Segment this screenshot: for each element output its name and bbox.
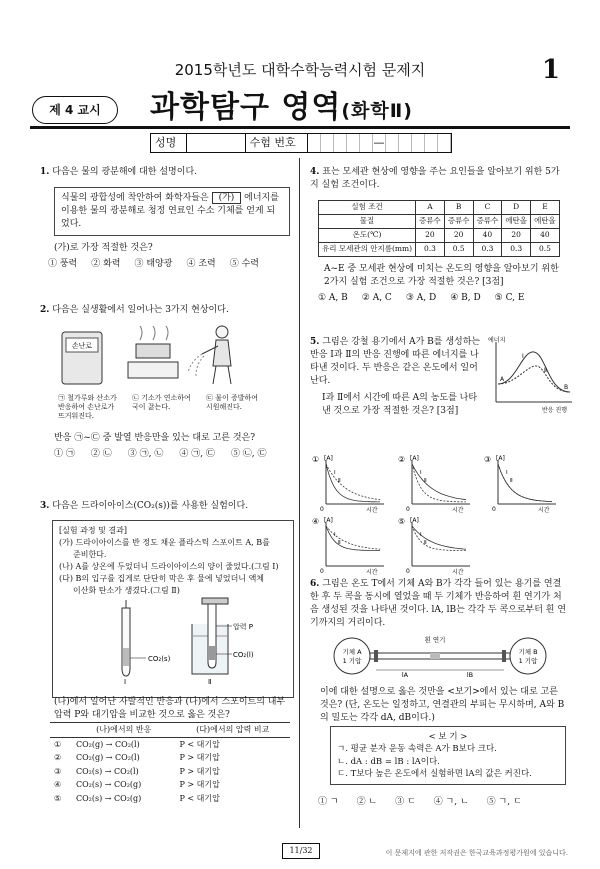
q4-question: A~E 중 모세관 현상에 미치는 온도의 영향을 알아보기 위한 2가지 실험 조건으로 가장 적절한 것은? [3점] (324, 263, 559, 287)
exam-no-cell[interactable] (386, 134, 399, 152)
table-row[interactable]: ④ CO₂(s) → CO₂(g) P > 대기압 (54, 780, 220, 790)
q2-captions (58, 394, 258, 420)
exam-no-cell[interactable] (308, 134, 321, 152)
q2-option[interactable]: ③ ㉠, ㉡ (127, 449, 164, 460)
stopcock-a (374, 650, 378, 662)
q5-curve-label: Ⅱ (338, 540, 341, 546)
subject-title (150, 86, 413, 130)
gas-a-pressure: 1 기압 (342, 657, 362, 665)
q4-number: 4. (310, 167, 320, 177)
white-smoke (430, 653, 440, 659)
q5-curve-ii (412, 526, 466, 551)
curve-i-label: Ⅰ (522, 353, 524, 360)
q1-options (48, 258, 290, 271)
q2-figures (58, 324, 238, 390)
q1-question: (가)로 가장 적절한 것은? (54, 243, 153, 254)
q6-stem: 그림은 온도 T에서 기체 A와 B가 각각 들어 있는 용기를 연결한 후 두 콕을 동시에 열었을 때 두 기체가 반응하여 흰 연기가 처음 생성된 것을 나타낸 것이다. lA, lB는 각각 두 콕으로부터 흰 연기까지의 거리이다. (310, 579, 567, 629)
subject-main: 과학탐구 영역 (150, 90, 342, 125)
footer-total: 32 (302, 846, 313, 855)
q6-bogi-item: ㄷ. T보다 높은 온도에서 실험하면 lA의 값은 커진다. (337, 768, 532, 779)
stove-pot-illustration (128, 326, 178, 378)
q3-number: 3. (40, 501, 50, 511)
q5-option-mark: ② (398, 455, 406, 464)
q4-option[interactable]: ② A, C (361, 292, 392, 303)
q1-box (54, 187, 290, 236)
q2-caption-b: ㉡ 기소가 연소하여 국이 끓는다. (131, 394, 191, 411)
exam-title: 2015학년도 대학수학능력시험 문제지 (174, 61, 426, 79)
pressure-label: 압력 P (233, 623, 253, 631)
table-row: 온도(℃) 20 20 40 20 40 (319, 228, 560, 242)
q5-option-mark: ① (312, 455, 320, 464)
q3-step: (나) A를 상온에 두었더니 드라이아이스의 양이 줄었다.(그림 Ⅰ) (59, 562, 279, 571)
q6-option[interactable]: ② ㄴ (356, 797, 378, 807)
gas-a-label: 기체 A (342, 648, 362, 656)
q3-step: 이산화 탄소가 생겼다.(그림 Ⅱ) (73, 586, 180, 595)
fig2-label: Ⅱ (208, 678, 212, 686)
q2-option[interactable]: ② ㉡ (90, 449, 112, 460)
q5-time-label: 시간 (452, 507, 464, 514)
q3-col1: (나)에서의 반응 (96, 725, 152, 734)
q5-curve-label: Ⅱ (510, 478, 513, 484)
q6-question: 이에 대한 설명으로 옳은 것만을 <보기>에서 있는 대로 고른 것은? (단, 온도는 일정하고, 연결관의 부피는 무시하며, A와 B의 밀도는 각각 dA, dB이다.) (320, 687, 565, 724)
q5-curve-label: Ⅱ (424, 478, 427, 484)
flask-b (510, 638, 546, 674)
la-label: lA (401, 671, 409, 678)
smoke-label: 흰 연기 (424, 636, 446, 644)
q5-question: Ⅰ과 Ⅱ에서 시간에 따른 A의 농도를 나타낸 것으로 가장 적절한 것은? [3점] (322, 393, 478, 417)
exam-no-cell[interactable] (425, 134, 438, 152)
q5-conc-label: [A] (496, 455, 505, 462)
exam-no-cell[interactable] (438, 134, 451, 152)
q5-option-mark: ③ (484, 455, 492, 464)
exam-no-cell[interactable] (321, 134, 334, 152)
exam-no-cell[interactable] (334, 134, 347, 152)
q6-option[interactable]: ③ ㄷ (395, 797, 416, 807)
q5-option-mark: ④ (312, 517, 320, 526)
q4-option[interactable]: ④ B, D (450, 292, 481, 303)
energy-axis-label: 에너지 (488, 337, 506, 344)
gas-b-label: 기체 B (518, 648, 538, 656)
table-row[interactable]: ⑤ CO₂(s) → CO₂(g) P < 대기압 (54, 793, 220, 803)
footer-page: 11 (289, 846, 300, 855)
table-row[interactable]: ② CO₂(g) → CO₂(l) P > 대기압 (54, 753, 220, 763)
q4-options (318, 292, 565, 305)
table-row: 물질 증류수 증류수 증류수 에탄올 에탄올 (319, 214, 560, 228)
q5-zero: 0 (320, 506, 324, 513)
header-rule (30, 126, 570, 129)
q1-option[interactable]: ② 화력 (91, 259, 121, 270)
q3-question: (나)에서 일어난 자발적인 반응과 (다)에서 스포이트의 내부 압력 P와 대기압을 비교한 것으로 옳은 것은? (54, 697, 286, 721)
q5-curve-label: Ⅰ (420, 532, 422, 538)
q6-bogi-title: < 보 기 > (428, 732, 468, 742)
q1-stem: 다음은 물의 광분해에 대한 설명이다. (52, 167, 197, 177)
q3-answer-table (50, 722, 290, 806)
q5-curve-i (326, 526, 380, 551)
hand-warmer-label: 손난로 (71, 342, 93, 350)
q4-option[interactable]: ⑤ C, E (494, 292, 525, 303)
curve-ii-label: Ⅱ (544, 367, 547, 374)
q1-number: 1. (40, 167, 50, 177)
beaker-with-dropper-b (192, 598, 228, 674)
q1-box-before: 식물의 광합성에 착안하여 화학자들은 (61, 193, 209, 204)
q5-stem: 그림은 강철 용기에서 A가 B를 생성하는 반응 Ⅰ과 Ⅱ의 반응 진행에 따른 에너지를 나타낸 것이다. 두 반응은 같은 온도에서 일어난다. (310, 337, 481, 387)
name-field[interactable] (187, 134, 245, 152)
dropper-a (122, 600, 130, 676)
q1-option[interactable]: ④ 조력 (186, 259, 216, 270)
q2-question: 반응 ㉠~㉢ 중 발열 반응만을 있는 대로 고른 것은? (54, 433, 256, 443)
progress-axis-label: 반응 진행 (542, 407, 568, 414)
q5-conc-label: [A] (324, 455, 333, 462)
q5-number: 5. (310, 337, 320, 347)
q1-option[interactable]: ⑤ 수력 (229, 259, 259, 270)
q6-option[interactable]: ⑤ ㄱ, ㄷ (486, 797, 522, 807)
q3-col2: (다)에서의 압력 비교 (196, 725, 270, 734)
q5-conc-label: [A] (324, 517, 333, 524)
exam-no-cell[interactable] (347, 134, 360, 152)
q5-curve-label: Ⅰ (506, 470, 508, 476)
hand-warmer-illustration (62, 332, 102, 384)
session-badge: 제 4 교시 (32, 96, 118, 124)
q1-option[interactable]: ① 풍력 (48, 259, 78, 270)
q1-blank: (가) (212, 192, 242, 204)
question-6 (310, 578, 568, 630)
exam-no-cell[interactable] (399, 134, 412, 152)
q5-curve-label: Ⅰ (420, 470, 422, 476)
q5-zero: 0 (406, 568, 410, 575)
q3-step: 준비한다. (73, 550, 107, 559)
exam-no-dash: — (373, 134, 386, 152)
q5-zero: 0 (492, 506, 496, 513)
q4-option[interactable]: ③ A, D (405, 292, 437, 303)
q6-options (318, 796, 522, 809)
curve-i (498, 352, 570, 392)
q5-energy-diagram (486, 336, 576, 416)
page-number: 1 (541, 55, 560, 85)
q6-bogi-item: ㄴ. dA : dB = lB : lA이다. (337, 756, 440, 767)
q6-bogi-item: ㄱ. 평균 분자 운동 속력은 A가 B보다 크다. (337, 744, 497, 755)
q2-caption-a: ㉠ 철가루와 산소가 반응하여 손난로가 뜨거워진다. (58, 394, 117, 420)
q4-stem: 표는 모세관 현상에 영향을 주는 요인들을 알아보기 위한 5가지 실험 조건이다. (310, 167, 560, 191)
q2-caption-c: ㉢ 물이 증발하여 시원해진다. (205, 394, 258, 411)
q3-box-title: [실험 과정 및 결과] (59, 526, 127, 535)
q6-option[interactable]: ① ㄱ (318, 797, 339, 807)
species-a: A (500, 376, 505, 383)
q6-number: 6. (310, 579, 320, 589)
lb-label: lB (466, 671, 474, 678)
q5-curve-label: Ⅱ (424, 540, 427, 546)
q2-option[interactable]: ④ ㉠, ㉢ (179, 449, 215, 460)
q5-option-graphs (312, 452, 570, 576)
q4-condition-table: 실험 조건 A B C D E 물질 증류수 증류수 증류수 에탄올 에탄올 온도(℃) 20 20 40 20 40 유리 모세관의 안지름(mm) 0.3 0.5 0.3 0.3 0.5 (318, 200, 560, 257)
q2-question-block (54, 432, 294, 461)
q5-curve-label: Ⅰ (334, 470, 336, 476)
exam-no-cell[interactable] (360, 134, 373, 152)
table-row: 유리 모세관의 안지름(mm) 0.3 0.5 0.3 0.3 0.5 (319, 242, 560, 256)
exam-no-label: 수험 번호 (246, 134, 308, 152)
q3-step: (다) B의 입구를 집게로 단단히 막은 후 물에 넣었더니 액체 (59, 574, 265, 583)
q5-curve-label: Ⅰ (334, 532, 336, 538)
name-label: 성명 (151, 134, 187, 152)
column-divider (299, 158, 300, 828)
q5-option-mark: ⑤ (398, 517, 406, 526)
gas-b-pressure: 1 기압 (518, 657, 538, 665)
fig1-label: Ⅰ (124, 678, 127, 686)
q2-options (54, 448, 294, 461)
q5-time-label: 시간 (452, 569, 464, 576)
exam-no-cell[interactable] (412, 134, 425, 152)
q2-number: 2. (40, 305, 50, 315)
name-exam-box (150, 133, 452, 153)
q1-option[interactable]: ③ 태양광 (134, 259, 173, 270)
q2-option[interactable]: ⑤ ㉡, ㉢ (230, 449, 267, 460)
q1-box-after: 에너지를 이용한 물의 광분해로 청정 연료인 수소 기체를 얻게 되었다. (61, 193, 279, 230)
person-watering-illustration (188, 326, 231, 384)
table-row[interactable]: ① CO₂(g) → CO₂(l) P < 대기압 (54, 739, 220, 749)
q5-time-label: 시간 (366, 569, 378, 576)
q6-apparatus (330, 632, 550, 678)
flask-a (334, 638, 370, 674)
q5-zero: 0 (406, 506, 410, 513)
co2l-label: CO₂(l) (233, 651, 254, 659)
footer-page-box: 11/32 (282, 843, 320, 859)
copyright-notice: 이 문제지에 관한 저작권은 한국교육과정평가원에 있습니다. (385, 849, 568, 857)
stopcock-b (502, 650, 506, 662)
q3-stem: 다음은 드라이아이스(CO₂(s))를 사용한 실험이다. (52, 501, 249, 511)
q5-time-label: 시간 (366, 507, 378, 514)
q5-time-label: 시간 (538, 507, 550, 514)
table-row[interactable]: ③ CO₂(s) → CO₂(l) P > 대기압 (54, 766, 220, 776)
q5-curve-label: Ⅱ (338, 478, 341, 484)
species-b: B (564, 384, 569, 391)
question-3 (40, 500, 295, 513)
q6-option[interactable]: ④ ㄱ, ㄴ (433, 797, 469, 807)
q2-option[interactable]: ① ㉠ (54, 449, 75, 460)
q2-stem: 다음은 실생활에서 일어나는 3가지 현상이다. (52, 305, 229, 315)
q4-option[interactable]: ① A, B (318, 292, 348, 303)
question-2 (40, 304, 290, 317)
q5-conc-label: [A] (410, 517, 419, 524)
q5-zero: 0 (320, 568, 324, 575)
question-1 (40, 166, 290, 271)
subject-sub: (화학Ⅱ) (341, 100, 413, 122)
q5-conc-label: [A] (410, 455, 419, 462)
question-4 (310, 166, 565, 305)
q3-figure (92, 596, 272, 686)
q3-step: (가) 드라이아이스를 반 정도 채운 플라스틱 스포이트 A, B를 (59, 538, 270, 547)
q6-bogi-box (330, 726, 566, 785)
question-5 (310, 336, 482, 418)
co2s-label: CO₂(s) (148, 655, 171, 663)
